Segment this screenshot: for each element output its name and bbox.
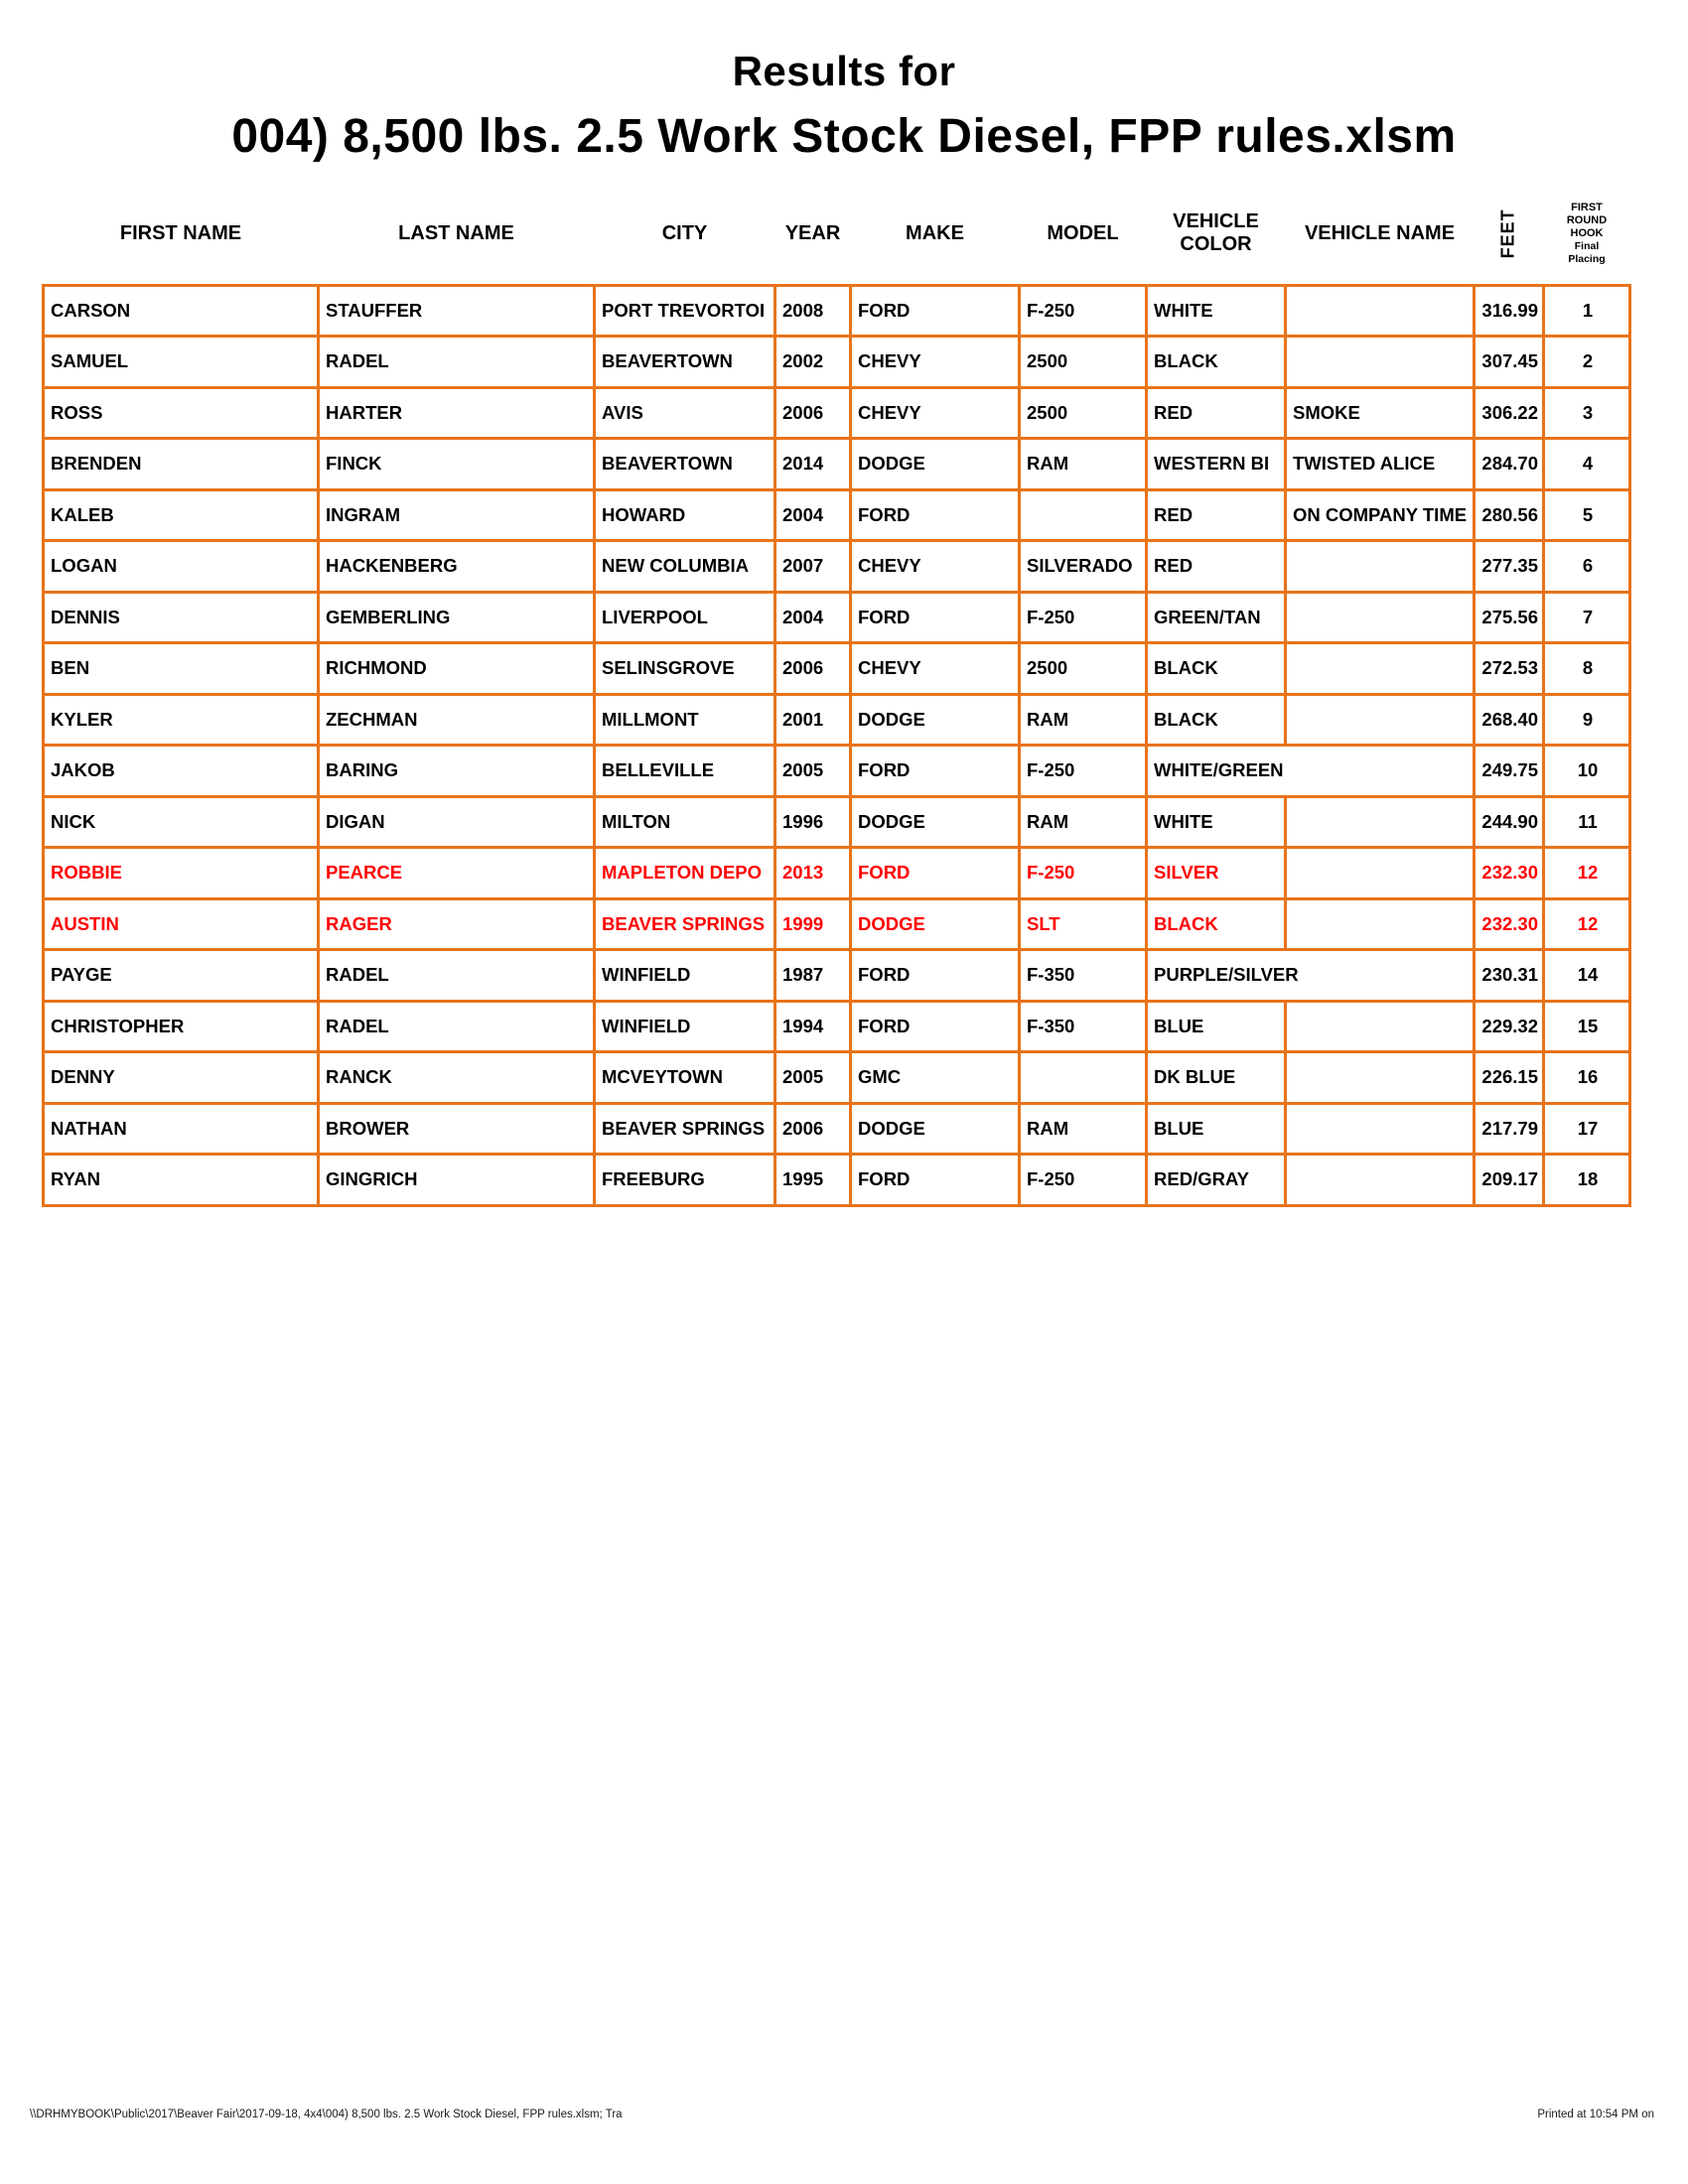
cell-vehicle-name <box>1286 1155 1475 1206</box>
table-row <box>44 746 1630 797</box>
column-header-vehicle-color: VEHICLE COLOR <box>1173 210 1259 256</box>
table-row <box>44 439 1630 490</box>
cell-model: RAM <box>1020 694 1147 746</box>
cell-make: CHEVY <box>851 643 1020 695</box>
footer-file-path: \\DRHMYBOOK\Public\2017\Beaver Fair\2017-09-18, 4x4\004) 8,500 lbs. 2.5 Work Stock Diesel, FPP rules.xlsm; Tra <box>30 2109 623 2120</box>
cell-placing: 7 <box>1544 592 1630 643</box>
cell-placing: 10 <box>1544 746 1630 797</box>
cell-model: RAM <box>1020 1103 1147 1155</box>
table-row <box>44 337 1630 388</box>
cell-first-name: DENNIS <box>44 592 319 643</box>
cell-first-name: RYAN <box>44 1155 319 1206</box>
cell-placing: 12 <box>1544 848 1630 899</box>
cell-year: 1995 <box>775 1155 851 1206</box>
cell-first-name: NICK <box>44 796 319 848</box>
cell-year: 1999 <box>775 898 851 950</box>
cell-first-name: PAYGE <box>44 950 319 1002</box>
cell-model: 2500 <box>1020 643 1147 695</box>
cell-make: FORD <box>851 1155 1020 1206</box>
cell-year: 2008 <box>775 285 851 337</box>
cell-vehicle-color: WHITE/GREEN <box>1147 746 1475 797</box>
cell-city: NEW COLUMBIA <box>595 541 775 593</box>
table-row <box>44 643 1630 695</box>
cell-feet: 307.45 <box>1475 337 1544 388</box>
table-row <box>44 694 1630 746</box>
cell-feet: 232.30 <box>1475 898 1544 950</box>
cell-first-name: ROSS <box>44 387 319 439</box>
cell-placing: 1 <box>1544 285 1630 337</box>
page-subtitle: 004) 8,500 lbs. 2.5 Work Stock Diesel, FPP rules.xlsm <box>231 110 1457 163</box>
cell-year: 2006 <box>775 1103 851 1155</box>
cell-first-name: KYLER <box>44 694 319 746</box>
cell-vehicle-name <box>1286 1001 1475 1052</box>
cell-make: DODGE <box>851 694 1020 746</box>
cell-vehicle-name: SMOKE <box>1286 387 1475 439</box>
cell-city: BEAVERTOWN <box>595 337 775 388</box>
cell-placing: 3 <box>1544 387 1630 439</box>
cell-make: FORD <box>851 950 1020 1002</box>
table-row <box>44 489 1630 541</box>
column-header-first-name: FIRST NAME <box>119 221 242 244</box>
cell-year: 2005 <box>775 1052 851 1104</box>
placing-header-line: FIRST <box>1571 201 1603 213</box>
cell-city: MILTON <box>595 796 775 848</box>
cell-vehicle-name <box>1286 643 1475 695</box>
cell-city: FREEBURG <box>595 1155 775 1206</box>
table-row <box>44 1155 1630 1206</box>
cell-feet: 284.70 <box>1475 439 1544 490</box>
column-header-model: MODEL <box>1047 221 1119 244</box>
cell-placing: 5 <box>1544 489 1630 541</box>
cell-feet: 229.32 <box>1475 1001 1544 1052</box>
column-header-make: MAKE <box>906 221 964 244</box>
cell-first-name: JAKOB <box>44 746 319 797</box>
table-header-row <box>44 190 1630 285</box>
cell-last-name: HACKENBERG <box>319 541 595 593</box>
cell-feet: 244.90 <box>1475 796 1544 848</box>
cell-make: FORD <box>851 746 1020 797</box>
cell-model: F-350 <box>1020 950 1147 1002</box>
cell-vehicle-color: BLUE <box>1147 1103 1286 1155</box>
cell-model: RAM <box>1020 439 1147 490</box>
cell-placing: 8 <box>1544 643 1630 695</box>
cell-make: GMC <box>851 1052 1020 1104</box>
cell-year: 2014 <box>775 439 851 490</box>
cell-placing: 11 <box>1544 796 1630 848</box>
cell-last-name: HARTER <box>319 387 595 439</box>
cell-feet: 280.56 <box>1475 489 1544 541</box>
cell-vehicle-name <box>1286 541 1475 593</box>
cell-vehicle-color: RED/GRAY <box>1147 1155 1286 1206</box>
cell-last-name: GINGRICH <box>319 1155 595 1206</box>
cell-year: 2013 <box>775 848 851 899</box>
cell-model <box>1020 1052 1147 1104</box>
table-row <box>44 848 1630 899</box>
cell-first-name: ROBBIE <box>44 848 319 899</box>
cell-city: AVIS <box>595 387 775 439</box>
cell-vehicle-color: SILVER <box>1147 848 1286 899</box>
cell-city: HOWARD <box>595 489 775 541</box>
column-header-last-name: LAST NAME <box>398 221 514 244</box>
title-block <box>0 0 1688 164</box>
table-row <box>44 950 1630 1002</box>
cell-vehicle-name <box>1286 337 1475 388</box>
cell-last-name: BROWER <box>319 1103 595 1155</box>
cell-last-name: STAUFFER <box>319 285 595 337</box>
cell-feet: 275.56 <box>1475 592 1544 643</box>
cell-feet: 230.31 <box>1475 950 1544 1002</box>
cell-vehicle-name <box>1286 796 1475 848</box>
cell-year: 2002 <box>775 337 851 388</box>
cell-model: SLT <box>1020 898 1147 950</box>
column-header-vehicle-name: VEHICLE NAME <box>1304 221 1456 244</box>
cell-year: 2006 <box>775 387 851 439</box>
cell-vehicle-name: TWISTED ALICE <box>1286 439 1475 490</box>
cell-model: F-350 <box>1020 1001 1147 1052</box>
cell-first-name: NATHAN <box>44 1103 319 1155</box>
cell-year: 2005 <box>775 746 851 797</box>
cell-city: SELINSGROVE <box>595 643 775 695</box>
cell-first-name: CHRISTOPHER <box>44 1001 319 1052</box>
cell-year: 1987 <box>775 950 851 1002</box>
cell-last-name: GEMBERLING <box>319 592 595 643</box>
cell-last-name: ZECHMAN <box>319 694 595 746</box>
cell-year: 1996 <box>775 796 851 848</box>
cell-last-name: FINCK <box>319 439 595 490</box>
cell-make: DODGE <box>851 796 1020 848</box>
cell-city: BELLEVILLE <box>595 746 775 797</box>
column-header-feet <box>1475 190 1544 285</box>
cell-city: LIVERPOOL <box>595 592 775 643</box>
cell-city: WINFIELD <box>595 950 775 1002</box>
cell-feet: 268.40 <box>1475 694 1544 746</box>
cell-placing: 16 <box>1544 1052 1630 1104</box>
cell-make: FORD <box>851 285 1020 337</box>
table-row <box>44 592 1630 643</box>
placing-header-line: Placing <box>1568 252 1606 265</box>
cell-vehicle-color: DK BLUE <box>1147 1052 1286 1104</box>
cell-last-name: RAGER <box>319 898 595 950</box>
table-row <box>44 1103 1630 1155</box>
cell-feet: 306.22 <box>1475 387 1544 439</box>
cell-vehicle-color: GREEN/TAN <box>1147 592 1286 643</box>
cell-placing: 12 <box>1544 898 1630 950</box>
cell-city: PORT TREVORTOI <box>595 285 775 337</box>
cell-model: F-250 <box>1020 592 1147 643</box>
cell-year: 1994 <box>775 1001 851 1052</box>
cell-year: 2007 <box>775 541 851 593</box>
cell-vehicle-name: ON COMPANY TIME <box>1286 489 1475 541</box>
cell-model: F-250 <box>1020 285 1147 337</box>
placing-header-lines <box>1546 202 1628 266</box>
table-row <box>44 1052 1630 1104</box>
cell-model: RAM <box>1020 796 1147 848</box>
cell-last-name: RADEL <box>319 1001 595 1052</box>
cell-model: F-250 <box>1020 1155 1147 1206</box>
cell-make: CHEVY <box>851 337 1020 388</box>
cell-vehicle-color: RED <box>1147 387 1286 439</box>
table-row <box>44 1001 1630 1052</box>
cell-vehicle-color: RED <box>1147 541 1286 593</box>
cell-placing: 15 <box>1544 1001 1630 1052</box>
column-header-city: CITY <box>661 221 708 244</box>
cell-vehicle-color: BLACK <box>1147 337 1286 388</box>
cell-model: SILVERADO <box>1020 541 1147 593</box>
cell-first-name: BEN <box>44 643 319 695</box>
column-header-placing <box>1544 190 1630 285</box>
cell-feet: 272.53 <box>1475 643 1544 695</box>
page-title: Results for <box>732 48 956 94</box>
cell-model: 2500 <box>1020 337 1147 388</box>
table-body <box>44 285 1630 1205</box>
cell-vehicle-color: PURPLE/SILVER <box>1147 950 1475 1002</box>
cell-year: 2001 <box>775 694 851 746</box>
placing-header-line: Final <box>1574 239 1600 252</box>
cell-vehicle-color: WESTERN BI <box>1147 439 1286 490</box>
cell-placing: 18 <box>1544 1155 1630 1206</box>
cell-vehicle-color: BLUE <box>1147 1001 1286 1052</box>
cell-model: F-250 <box>1020 848 1147 899</box>
cell-vehicle-color: BLACK <box>1147 643 1286 695</box>
cell-make: DODGE <box>851 439 1020 490</box>
cell-feet: 316.99 <box>1475 285 1544 337</box>
table-row <box>44 541 1630 593</box>
cell-placing: 4 <box>1544 439 1630 490</box>
cell-make: DODGE <box>851 898 1020 950</box>
cell-placing: 2 <box>1544 337 1630 388</box>
cell-vehicle-name <box>1286 285 1475 337</box>
feet-rotated-label: FEET <box>1498 208 1519 259</box>
cell-model: 2500 <box>1020 387 1147 439</box>
cell-city: MAPLETON DEPO <box>595 848 775 899</box>
cell-make: FORD <box>851 592 1020 643</box>
cell-year: 2004 <box>775 489 851 541</box>
placing-header-line: HOOK <box>1570 226 1604 239</box>
cell-vehicle-color: BLACK <box>1147 694 1286 746</box>
cell-first-name: LOGAN <box>44 541 319 593</box>
cell-vehicle-name <box>1286 592 1475 643</box>
cell-feet: 277.35 <box>1475 541 1544 593</box>
cell-model: F-250 <box>1020 746 1147 797</box>
cell-vehicle-color: BLACK <box>1147 898 1286 950</box>
cell-vehicle-color: WHITE <box>1147 285 1286 337</box>
cell-city: MILLMONT <box>595 694 775 746</box>
cell-make: CHEVY <box>851 541 1020 593</box>
table-row <box>44 796 1630 848</box>
table-row <box>44 387 1630 439</box>
cell-vehicle-name <box>1286 1052 1475 1104</box>
table-row <box>44 898 1630 950</box>
cell-make: FORD <box>851 489 1020 541</box>
table-row <box>44 285 1630 337</box>
cell-placing: 9 <box>1544 694 1630 746</box>
cell-feet: 232.30 <box>1475 848 1544 899</box>
cell-first-name: BRENDEN <box>44 439 319 490</box>
cell-feet: 209.17 <box>1475 1155 1544 1206</box>
cell-first-name: SAMUEL <box>44 337 319 388</box>
cell-city: BEAVERTOWN <box>595 439 775 490</box>
cell-vehicle-name <box>1286 848 1475 899</box>
results-table <box>42 190 1631 1207</box>
cell-vehicle-name <box>1286 1103 1475 1155</box>
cell-first-name: KALEB <box>44 489 319 541</box>
cell-vehicle-color: WHITE <box>1147 796 1286 848</box>
cell-vehicle-color: RED <box>1147 489 1286 541</box>
cell-first-name: CARSON <box>44 285 319 337</box>
cell-model <box>1020 489 1147 541</box>
cell-make: FORD <box>851 848 1020 899</box>
cell-vehicle-name <box>1286 694 1475 746</box>
cell-last-name: RADEL <box>319 337 595 388</box>
cell-last-name: DIGAN <box>319 796 595 848</box>
cell-year: 2006 <box>775 643 851 695</box>
cell-last-name: RANCK <box>319 1052 595 1104</box>
cell-city: BEAVER SPRINGS <box>595 898 775 950</box>
cell-make: CHEVY <box>851 387 1020 439</box>
cell-city: WINFIELD <box>595 1001 775 1052</box>
cell-placing: 14 <box>1544 950 1630 1002</box>
cell-last-name: RICHMOND <box>319 643 595 695</box>
column-header-year: YEAR <box>784 221 841 244</box>
cell-last-name: PEARCE <box>319 848 595 899</box>
cell-city: MCVEYTOWN <box>595 1052 775 1104</box>
footer-print-time: Printed at 10:54 PM on <box>1537 2109 1654 2120</box>
cell-make: FORD <box>851 1001 1020 1052</box>
cell-placing: 17 <box>1544 1103 1630 1155</box>
cell-feet: 226.15 <box>1475 1052 1544 1104</box>
cell-vehicle-name <box>1286 898 1475 950</box>
placing-header-line: ROUND <box>1566 213 1608 226</box>
cell-last-name: INGRAM <box>319 489 595 541</box>
cell-feet: 217.79 <box>1475 1103 1544 1155</box>
cell-first-name: AUSTIN <box>44 898 319 950</box>
cell-last-name: RADEL <box>319 950 595 1002</box>
cell-placing: 6 <box>1544 541 1630 593</box>
cell-feet: 249.75 <box>1475 746 1544 797</box>
cell-year: 2004 <box>775 592 851 643</box>
cell-make: DODGE <box>851 1103 1020 1155</box>
cell-city: BEAVER SPRINGS <box>595 1103 775 1155</box>
cell-first-name: DENNY <box>44 1052 319 1104</box>
cell-last-name: BARING <box>319 746 595 797</box>
